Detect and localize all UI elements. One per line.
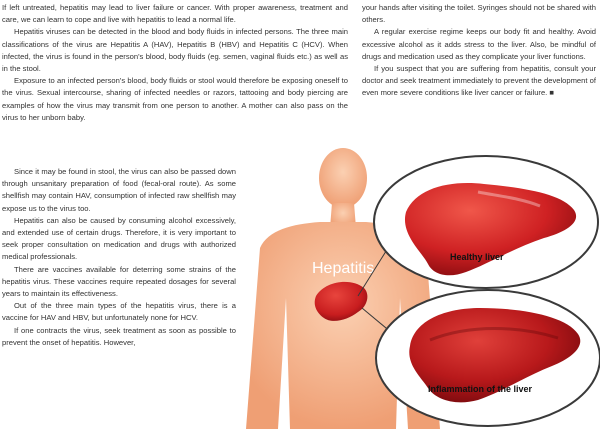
paragraph: There are vaccines available for deterring some strains of the hepatitis virus. These vaccines require repeated dosages for several years to maintain its effectiveness. [2, 264, 236, 299]
paragraph: If one contracts the virus, seek treatment as soon as possible to prevent the onset of hepatitis. However, [2, 325, 236, 347]
hepatitis-illustration [240, 148, 600, 429]
left-column-narrow [2, 166, 236, 349]
paragraph: Hepatitis can also be caused by consuming alcohol excessively, and extended use of certain drugs. Therefore, it is very important to seek proper consultation on medication and drugs with authorized medical professionals. [2, 215, 236, 262]
right-column [362, 2, 596, 100]
inflamed-liver-panel [376, 290, 600, 426]
paragraph: Exposure to an infected person's blood, body fluids or stool would therefore be exposing oneself to the virus. Sexual intercourse, sharing of infected needles or razors, tattooing and body piercing are examples of how the virus may transmit from one person to another. A mother can also pass on the virus to her unborn baby. [2, 76, 348, 122]
paragraph: If you suspect that you are suffering from hepatitis, consult your doctor and seek treatment immediately to prevent the development of even more severe conditions like liver cancer or failure. ■ [362, 64, 596, 98]
body-label: Hepatitis [312, 260, 375, 277]
healthy-liver-label: Healthy liver [450, 252, 504, 262]
inflamed-liver-label: Inflammation of the liver [428, 384, 533, 394]
left-column-top [2, 2, 348, 124]
paragraph: Hepatitis viruses can be detected in the blood and body fluids in infected persons. The three main classifications of the virus are Hepatitis A (HAV), Hepatitis B (HBV) and Hepatitis C (HCV). When infected, the virus is found in the person's blood, body fluids (eg. semen, vaginal fluids etc.) as well as in the stool. [2, 27, 348, 74]
paragraph: If left untreated, hepatitis may lead to liver failure or cancer. With proper awareness, treatment and care, we can learn to cope and live with hepatitis to lead a normal life. [2, 3, 348, 25]
paragraph: Out of the three main types of the hepatitis virus, there is a vaccine for HAV and HBV, but unfortunately none for HCV. [2, 301, 236, 323]
healthy-liver-panel [374, 156, 598, 288]
paragraph: your hands after visiting the toilet. Syringes should not be shared with others. [362, 3, 596, 25]
paragraph: Since it may be found in stool, the virus can also be passed down through unsanitary preparation of food (fecal-oral route). As some shellfish may contain HAV, consumption of infected raw shellfish may expose us to the virus too. [2, 167, 236, 213]
paragraph: A regular exercise regime keeps our body fit and healthy. Avoid excessive alcohol as it adds stress to the liver. Also, be mindful of drugs and medication used as they complicate your liver functions. [362, 27, 596, 61]
